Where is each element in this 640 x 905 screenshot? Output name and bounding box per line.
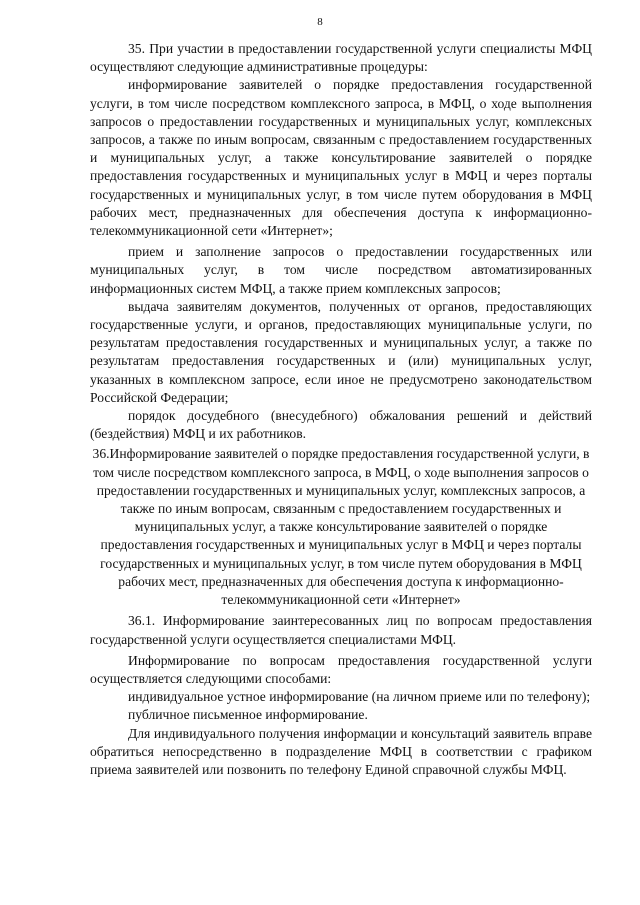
paragraph-reception: прием и заполнение запросов о предоставлении государственных или муниципальных услуг, в том числе посредством автоматизированных информационных систем МФЦ, а также прием комплексных запросов; [90, 244, 592, 296]
paragraph-written: публичное письменное информирование. [128, 707, 368, 723]
paragraph-36-1: 36.1. Информирование заинтересованных лиц по вопросам предоставления государственной услуги осуществляется специалистами МФЦ. [90, 613, 592, 647]
paragraph-issuance: выдача заявителям документов, полученных от органов, предоставляющих государственные услуги, и органов, предоставляющих муниципальные услуги, по результатам предоставления государственных и муниципальных услуг, а также по результатам предоставления государственных и (или) муниципальных услуг, указанных в комплексном запросе, если иное не предусмотрено законодательством Российской Федерации; [90, 298, 592, 405]
paragraph-36-heading: 36.Информирование заявителей о порядке предоставления государственной услуги, в том числе посредством комплексного запроса, в МФЦ, о ходе выполнения запросов о предоставлении государственных и муниципальных услуг, комплексных запросов, а также по иным вопросам, связанным с предоставлением государственных и муниципальных услуг, а также консультирование заявителей о порядке предоставления государственных и муниципальных услуг в МФЦ и через порталы государственных и муниципальных услуг, в том числе путем оборудования в МФЦ рабочих мест, предназначенных для обеспечения доступа к информационно-телекоммуникационной сети «Интернет» [92, 446, 590, 608]
paragraph-methods: Информирование по вопросам предоставления государственной услуги осуществляется следующими способами: [90, 652, 592, 686]
paragraph-appeal: порядок досудебного (внесудебного) обжалования решений и действий (бездействия) МФЦ и их работников. [90, 408, 592, 442]
paragraph-informing: информирование заявителей о порядке предоставления государственной услуги, в том числе посредством комплексного запроса, в МФЦ, о ходе выполнения запросов о предоставлении государственных и муниципальных услуг, комплексных запросов, а также по иным вопросам, связанным с предоставлением государственных и муниципальных услуг, а также консультирование заявителей о порядке предоставления государственных и муниципальных услуг в МФЦ и через порталы государственных и муниципальных услуг, в том числе путем оборудования в МФЦ рабочих мест, предназначенных для обеспечения доступа к информационно-телекоммуникационной сети «Интернет»; [90, 77, 592, 239]
paragraph-35: 35. При участии в предоставлении государственной услуги специалисты МФЦ осуществляют следующие административные процедуры: [90, 41, 592, 75]
document-body [90, 40, 592, 779]
paragraph-individual: Для индивидуального получения информации и консультаций заявитель вправе обратиться непосредственно в подразделение МФЦ в соответствии с графиком приема заявителей или позвонить по телефону Единой справочной службы МФЦ. [90, 725, 592, 777]
page-number: 8 [317, 16, 323, 28]
paragraph-oral: индивидуальное устное информирование (на личном приеме или по телефону); [128, 689, 591, 705]
